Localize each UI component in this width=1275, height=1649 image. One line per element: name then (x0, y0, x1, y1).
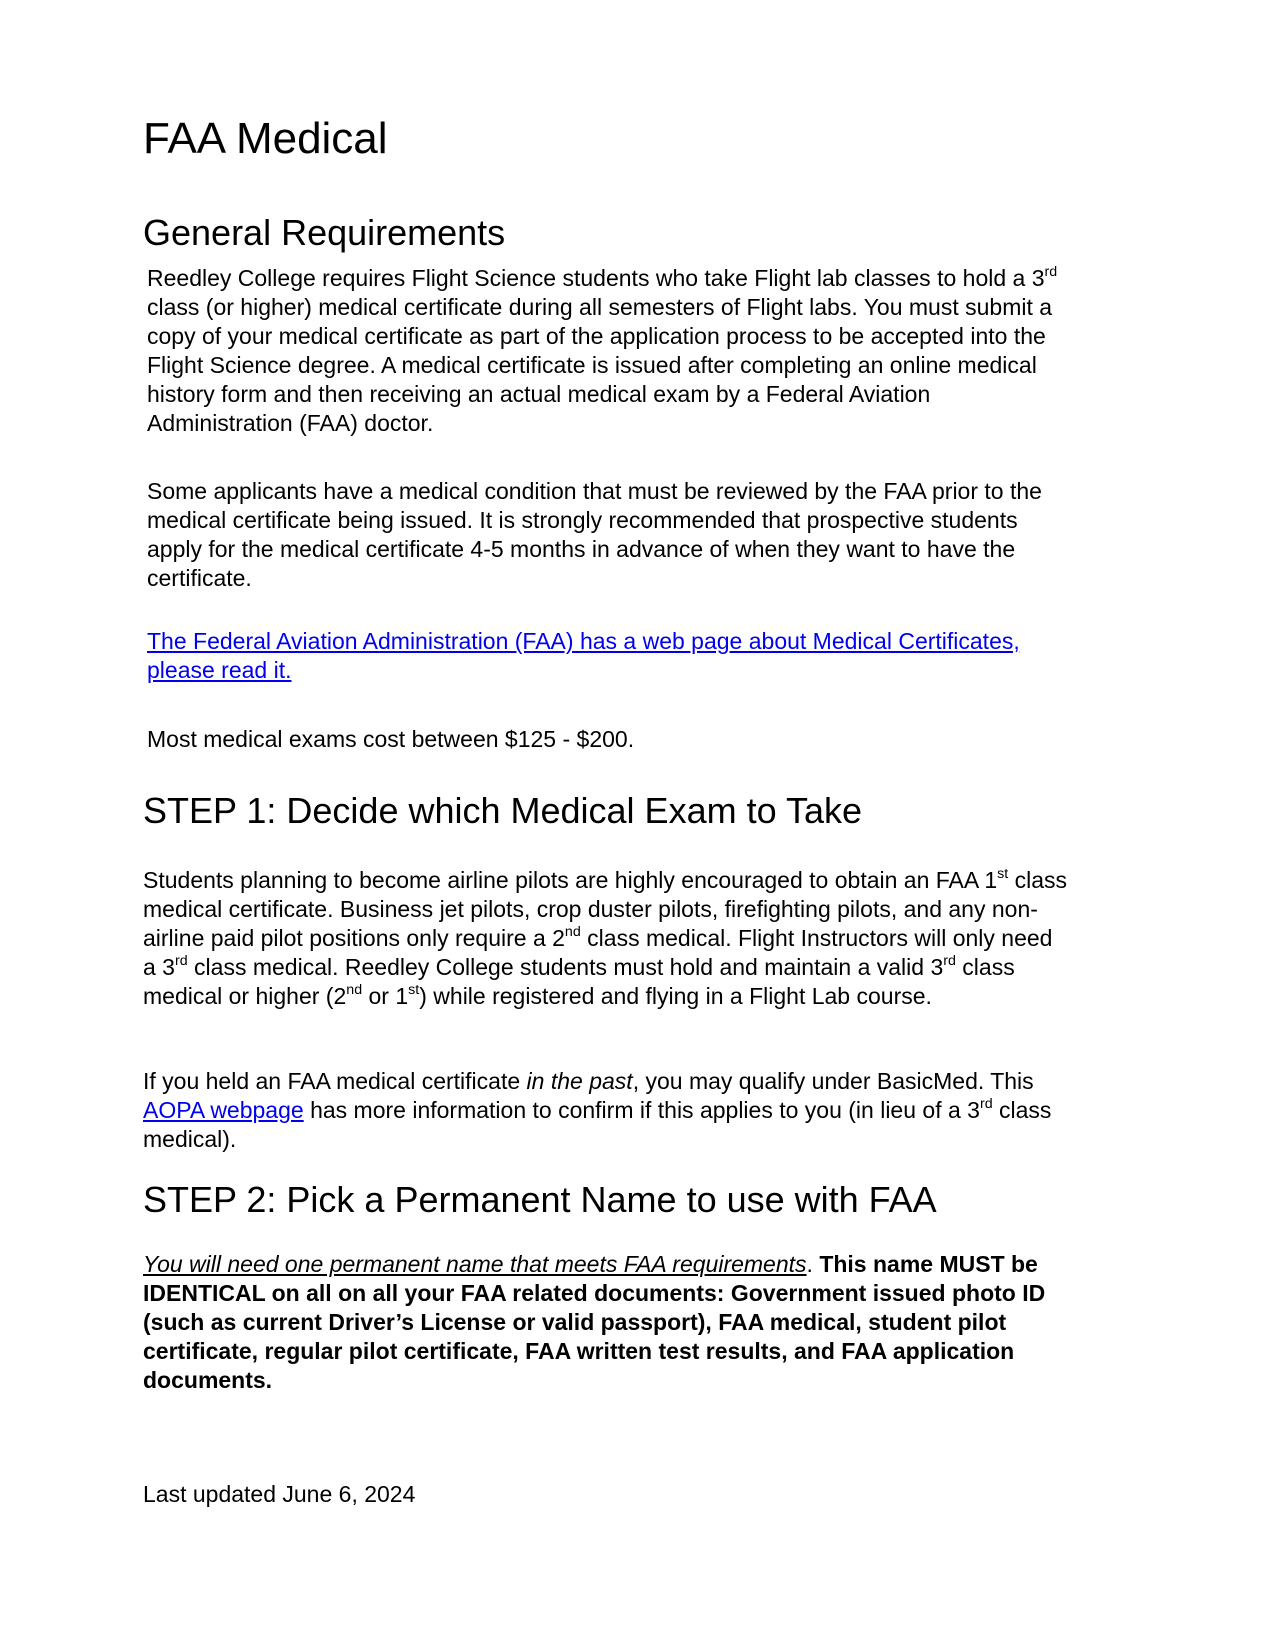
faa-medical-certificates-link[interactable]: The Federal Aviation Administration (FAA) has a web page about Medical Certificates, please read it. (147, 628, 1020, 683)
step2-heading: STEP 2: Pick a Permanent Name to use with FAA (143, 1179, 937, 1220)
step1-heading: STEP 1: Decide which Medical Exam to Take (143, 790, 862, 831)
aopa-webpage-link[interactable]: AOPA webpage (143, 1097, 304, 1123)
general-requirements-paragraph: Reedley College requires Flight Science students who take Flight lab classes to hold a 3rd class (or higher) medical certificate during all semesters of Flight labs. You must submit a copy of your medical certificate as part of the application process to be accepted into the Flight Science degree. A medical certificate is issued after completing an online medical history form and then receiving an actual medical exam by a Federal Aviation Administration (FAA) doctor. (147, 264, 1058, 436)
medical-condition-paragraph: Some applicants have a medical condition that must be reviewed by the FAA prior to the medical certificate being issued. It is strongly recommended that prospective students apply for the medical certificate 4-5 months in advance of when they want to have the certificate. (147, 478, 1042, 591)
page-title: FAA Medical (143, 114, 388, 163)
last-updated-footer: Last updated June 6, 2024 (143, 1481, 416, 1507)
exam-cost-text: Most medical exams cost between $125 - $200. (147, 726, 635, 752)
step1-paragraph: Students planning to become airline pilots are highly encouraged to obtain an FAA 1st class medical certificate. Business jet pilots, crop duster pilots, firefighting pilots, and any non-airline paid pilot positions only require a 2nd class medical. Flight Instructors will only need a 3rd class medical. Reedley College students must hold and maintain a valid 3rd class medical or higher (2nd or 1st) while registered and flying in a Flight Lab course. (143, 866, 1068, 1009)
general-requirements-heading: General Requirements (143, 212, 506, 253)
basicmed-paragraph: If you held an FAA medical certificate in the past, you may qualify under BasicMed. This AOPA webpage has more information to confirm if this applies to you (in lieu of a 3rd class medical). (143, 1068, 1052, 1152)
step2-paragraph: You will need one permanent name that meets FAA requirements. This name MUST be IDENTICAL on all on all your FAA related documents: Government issued photo ID (such as current Driver’s License or valid passport), FAA medical, student pilot certificate, regular pilot certificate, FAA written test results, and FAA application documents. (143, 1251, 1046, 1393)
faa-link-paragraph (147, 627, 1072, 685)
